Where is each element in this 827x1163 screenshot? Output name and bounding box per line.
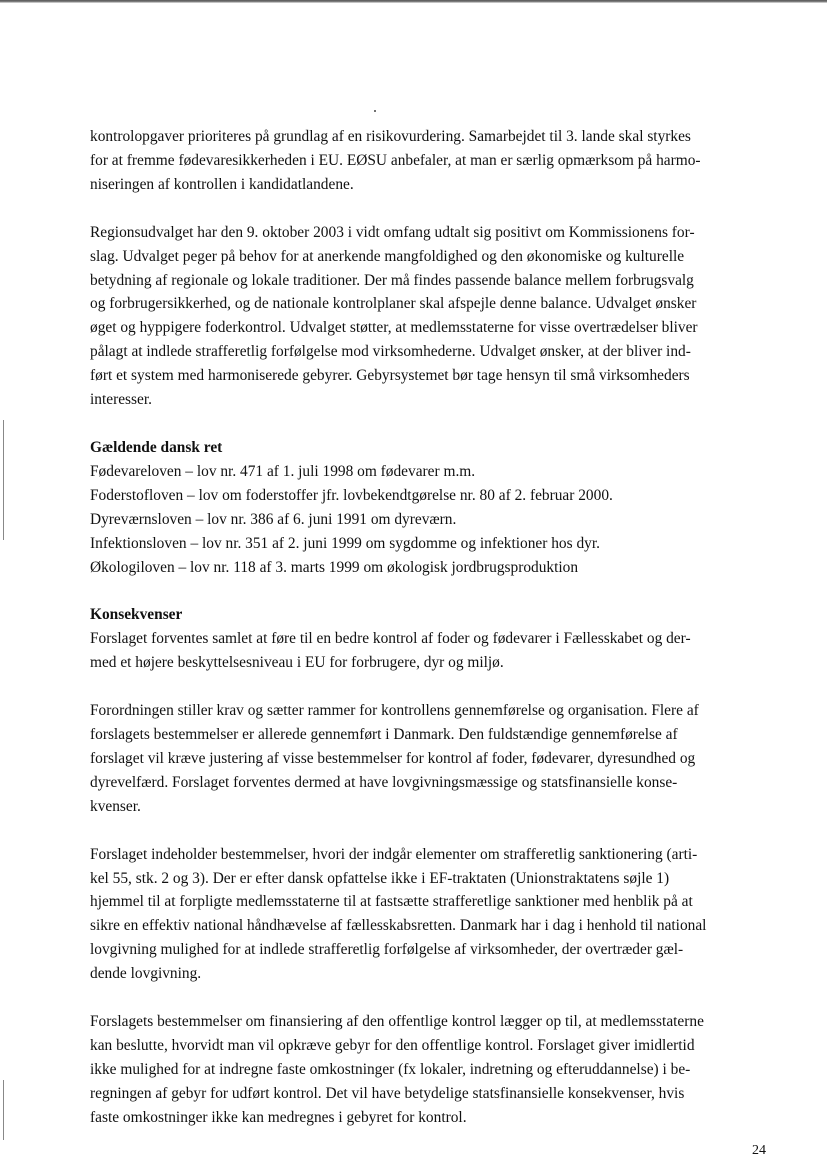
scan-left-edge-mark bbox=[3, 1080, 4, 1140]
paragraph-regions-committee: Regionsudvalget har den 9. oktober 2003 i vidt omfang udtalt sig positivt om Kommissionens for- slag. Udvalget peger på behov for at anerkende mangfoldighed og den økonomiske og kulturelle betydning af regionale og lokale traditioner. Der må findes passende balance mellem forbrugsvalg og forbrugersikkerhed, og de nationale kontrolplaner skal afspejle denne balance. Udvalget ønsker øget og hyppigere foderkontrol. Udvalget støtter, at medlemsstaterne for visse overtrædelser bliver pålagt at indlede strafferetlig forfølgelse mod virksomhederne. Udvalget ønsker, at der bliver ind- ført et system med harmoniserede gebyrer. Gebyrsystemet bør tage hensyn til små virksomheders interesser. bbox=[90, 223, 698, 409]
list-item: Infektionsloven – lov nr. 351 af 2. juni 1999 om sygdomme og infektioner hos dyr. bbox=[90, 534, 600, 552]
scan-top-edge bbox=[0, 0, 827, 3]
paragraph-financing: Forslagets bestemmelser om finansiering af den offentlige kontrol lægger op til, at medlemsstaterne kan beslutte, hvorvidt man vil opkræve gebyr for den offentlige kontrol. Forslaget giver imidlertid ikke mulighed for at indregne faste omkostninger (fx lokaler, indretning og efteruddannelse) i be- regningen af gebyr for udført kontrol. Det vil have betydelige statsfinansielle konsekvenser, hvis faste omkostninger ikke kan medregnes i gebyret for kontrol. bbox=[90, 1013, 704, 1126]
scan-speck bbox=[374, 110, 376, 112]
list-item: Økologiloven – lov nr. 118 af 3. marts 1999 om økologisk jordbrugsproduktion bbox=[90, 558, 579, 576]
scan-left-edge-mark bbox=[3, 420, 4, 540]
paragraph-risk-control: kontrolopgaver prioriteres på grundlag af en risikovurdering. Samarbejdet til 3. lande skal styrkes for at fremme fødevaresikkerheden i EU. EØSU anbefaler, at man er særlig opmærksom på harmo- niseringen af kontrollen i kandidatlandene. bbox=[90, 128, 701, 193]
danish-law-list bbox=[90, 460, 770, 580]
section-heading-danish-law: Gældende dansk ret bbox=[90, 438, 223, 456]
paragraph-regulation-requirements: Forordningen stiller krav og sætter rammer for kontrollens gennemførelse og organisation. Flere af forslagets bestemmelser er allerede gennemført i Danmark. Den fuldstændige gennemførelse af forslaget vil kræve justering af visse bestemmelser for kontrol af foder, fødevarer, dyresundhed og dyrevelfærd. Forslaget forventes dermed at have lovgivningsmæssige og statsfinansielle konse- kvenser. bbox=[90, 702, 699, 815]
paragraph-consequences-summary: Forslaget forventes samlet at føre til en bedre kontrol af foder og fødevarer i Fællesskabet og der- med et højere beskyttelsesniveau i EU for forbrugere, dyr og miljø. bbox=[90, 630, 691, 672]
list-item: Foderstofloven – lov om foderstoffer jfr. lovbekendtgørelse nr. 80 af 2. februar 2000. bbox=[90, 486, 613, 504]
page-number: 24 bbox=[752, 1143, 766, 1158]
list-item: Dyreværnsloven – lov nr. 386 af 6. juni 1991 om dyreværn. bbox=[90, 510, 457, 528]
list-item: Fødevareloven – lov nr. 471 af 1. juli 1998 om fødevarer m.m. bbox=[90, 462, 476, 480]
paragraph-criminal-sanctions: Forslaget indeholder bestemmelser, hvori der indgår elementer om strafferetlig sanktionering (arti- kel 55, stk. 2 og 3). Der er efter dansk opfattelse ikke i EF-traktaten (Unionstraktatens søjle 1) hjemmel til at forpligte medlemsstaterne til at fastsætte strafferetlige sanktioner med henblik på at sikre en effektiv national håndhævelse af fællesskabsretten. Danmark har i dag i henhold til national lovgivning mulighed for at indlede strafferetlig forfølgelse af virksomheder, der overtræder gæl- dende lovgivning. bbox=[90, 845, 707, 983]
section-heading-consequences: Konsekvenser bbox=[90, 606, 183, 624]
page-body bbox=[90, 125, 770, 1130]
